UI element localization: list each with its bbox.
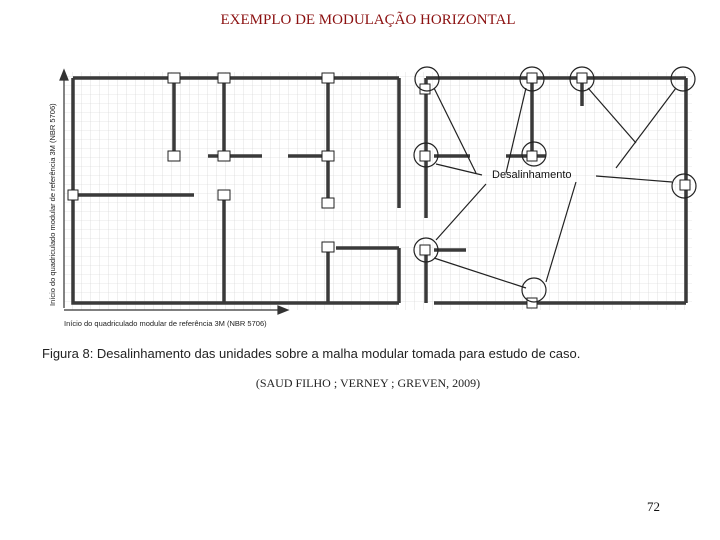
misalignment-annotation: Desalinhamento xyxy=(492,169,572,181)
x-axis-label: Início do quadriculado modular de referência 3M (NBR 5706) xyxy=(64,319,267,328)
figure-caption: Figura 8: Desalinhamento das unidades sobre a malha modular tomada para estudo de caso. xyxy=(42,346,581,361)
modular-grid xyxy=(64,72,692,310)
floor-plan-figure xyxy=(36,58,712,372)
citation: (SAUD FILHO ; VERNEY ; GREVEN, 2009) xyxy=(255,376,481,390)
y-axis-label: Início do quadriculado modular de referência 3M (NBR 5706) xyxy=(48,103,57,306)
slide-title: EXEMPLO DE MODULAÇÃO HORIZONTAL xyxy=(220,12,516,28)
page-number: 72 xyxy=(647,499,660,514)
